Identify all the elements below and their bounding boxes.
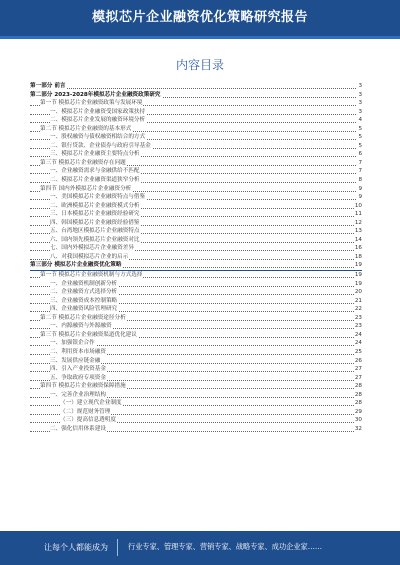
toc-page-number: 12	[354, 219, 362, 226]
toc-entry-label: 一、加强银企合作	[50, 340, 95, 347]
toc-entry-label: （三）提高信息透明度	[60, 417, 116, 424]
toc-page-number: 13	[354, 228, 362, 235]
toc-entry-label: 二、欧洲模拟芯片企业融资模式分析	[50, 202, 140, 209]
header-accent-strip	[0, 36, 400, 39]
toc-entry-label: 三、模拟芯片企业融资主要特点分析	[50, 151, 140, 158]
toc-page-number: 7	[358, 168, 362, 175]
toc-entry-label: 四、引入产业投资基金	[50, 366, 106, 373]
toc-page-number: 10	[354, 202, 362, 209]
report-title: 模拟芯片企业融资优化策略研究报告	[91, 10, 308, 25]
toc-entry[interactable]	[30, 416, 362, 425]
toc-entry[interactable]	[30, 382, 362, 391]
toc-page-number: 9	[358, 185, 362, 192]
toc-entry-label: 第二部分 2023-2028年模拟芯片企业融资政策研究	[30, 91, 161, 98]
toc-entry[interactable]	[30, 202, 362, 211]
toc-page-number: 28	[354, 383, 362, 390]
toc-entry-label: 三、发展供应链金融	[50, 357, 101, 364]
toc-entry[interactable]	[30, 331, 362, 340]
toc-leader-dots	[30, 88, 362, 89]
toc-page-number: 27	[354, 374, 362, 381]
toc-page-number: 3	[358, 108, 362, 115]
toc-page-number: 5	[358, 125, 362, 132]
toc-entry[interactable]	[30, 227, 362, 236]
toc-entry-label: 五、争取政府专项资金	[50, 374, 106, 381]
toc-page-number: 3	[358, 83, 362, 89]
toc-page-number: 32	[354, 425, 362, 432]
toc-page-number: 30	[354, 417, 362, 424]
toc-entry-label: 一、美国模拟芯片企业融资特点与借鉴	[50, 194, 146, 201]
toc-entry[interactable]	[30, 150, 362, 159]
toc-entry[interactable]	[30, 91, 362, 100]
toc-entry-label: 二、模拟芯片企业发展的融资环境分析	[50, 117, 146, 124]
toc-entry[interactable]	[30, 244, 362, 253]
toc-entry[interactable]	[30, 322, 362, 331]
toc-entry[interactable]	[30, 288, 362, 297]
toc-entry[interactable]	[30, 253, 362, 262]
toc-entry-label: 第三部分 模拟芯片企业融资优化策略	[30, 262, 122, 269]
toc-entry-label: 六、国内领先模拟芯片企业融资对比	[50, 236, 140, 243]
toc-page-number: 29	[354, 408, 362, 415]
toc-entry-label: 一、企业融资机制创新分析	[50, 280, 118, 287]
toc-entry[interactable]	[30, 167, 362, 176]
toc-page-number: 23	[354, 314, 362, 321]
toc-entry-label: 一、企业融资需求与金融供给不匹配	[50, 168, 140, 175]
toc-entry[interactable]	[30, 159, 362, 168]
toc-entry[interactable]	[30, 339, 362, 348]
toc-entry[interactable]	[30, 219, 362, 228]
toc-entry-label: 五、台湾地区模拟芯片企业融资特点	[50, 228, 140, 235]
footer-roles: 行业专家、管理专家、营销专家、战略专家、成功企业家……	[128, 542, 323, 551]
toc-entry[interactable]	[30, 125, 362, 134]
toc-page-number: 5	[358, 134, 362, 141]
toc-page-number: 22	[354, 306, 362, 313]
toc-entry-label: 第一部分 前言	[30, 83, 66, 89]
toc-entry[interactable]	[30, 142, 362, 151]
toc-page-number: 11	[354, 211, 362, 218]
toc-page-number: 8	[358, 177, 362, 184]
toc-entry[interactable]	[30, 261, 362, 271]
toc-page-number: 26	[354, 357, 362, 364]
toc-page-number: 24	[354, 331, 362, 338]
toc-entry[interactable]	[30, 193, 362, 202]
toc-entry[interactable]	[30, 280, 362, 289]
toc-entry[interactable]	[30, 348, 362, 357]
toc-page-number: 16	[354, 245, 362, 252]
toc-entry[interactable]	[30, 133, 362, 142]
toc-entry-label: 第二节 模拟芯片企业融资途径分析	[40, 314, 126, 321]
toc-entry-label: 三、企业融资成本控制策略	[50, 297, 118, 304]
toc-page-number: 3	[358, 100, 362, 107]
toc-page-number: 25	[354, 348, 362, 355]
toc-entry-label: 一、完善企业治理结构	[50, 391, 106, 398]
toc-entry[interactable]	[30, 185, 362, 194]
toc-entry[interactable]	[30, 399, 362, 408]
toc-entry-label: 第二节 模拟芯片企业融资的基本形式	[40, 125, 132, 132]
toc-entry[interactable]	[30, 391, 362, 400]
toc-entry[interactable]	[30, 210, 362, 219]
toc-page-number: 24	[354, 340, 362, 347]
toc-page-number: 19	[354, 280, 362, 287]
toc-entry-label: 二、银行贷款、企业债券与政府引导基金	[50, 142, 151, 149]
toc-entry-label: 四、韩国模拟芯片企业融资经验借鉴	[50, 219, 140, 226]
toc-page-number: 27	[354, 366, 362, 373]
toc-page-number: 7	[358, 159, 362, 166]
toc-entry-label: （一）建立现代企业制度	[60, 400, 122, 407]
toc-entry-label: 三、日本模拟芯片企业融资经验研究	[50, 211, 140, 218]
toc-page-number: 19	[354, 262, 362, 269]
toc-page-number: 28	[354, 391, 362, 398]
toc-page-number: 4	[358, 117, 362, 124]
footer-slogan: 让每个人都能成为	[44, 543, 108, 552]
footer-bar	[0, 531, 400, 565]
toc-page-number: 9	[358, 194, 362, 201]
toc-entry-label: 一、股权融资与债权融资相结合的方式	[50, 134, 146, 141]
toc-entry[interactable]	[30, 116, 362, 125]
toc-entry-label: 第三节 模拟芯片企业融资存在问题	[40, 159, 126, 166]
toc-entry[interactable]	[30, 357, 362, 366]
toc-page-number: 21	[354, 297, 362, 304]
toc-entry-label: 二、强化信用体系建设	[50, 425, 106, 432]
footer-divider	[117, 539, 118, 556]
toc-page-number: 6	[358, 151, 362, 158]
toc-page-number: 20	[354, 289, 362, 296]
toc-entry[interactable]	[30, 236, 362, 245]
toc-entry-label: 二、模拟芯片企业融资渠道狭窄分析	[50, 177, 140, 184]
toc-entry[interactable]	[30, 82, 362, 91]
toc-page-number: 23	[354, 323, 362, 330]
toc-entry[interactable]	[30, 374, 362, 383]
toc-entry[interactable]	[30, 314, 362, 323]
toc-entry-label: 二、企业融资方式选择分析	[50, 289, 118, 296]
toc-page-number: 3	[358, 91, 362, 98]
toc-page-number: 14	[354, 236, 362, 243]
toc-entry[interactable]	[30, 271, 362, 280]
toc-entry[interactable]	[30, 297, 362, 306]
toc-heading: 内容目录	[175, 58, 224, 72]
toc-entry[interactable]	[30, 305, 362, 314]
toc-page-number: 28	[354, 400, 362, 407]
table-of-contents	[30, 82, 362, 433]
toc-page-number: 18	[354, 253, 362, 260]
toc-entry[interactable]	[30, 425, 362, 434]
toc-entry[interactable]	[30, 365, 362, 374]
toc-entry-label: 第一节 模拟芯片企业融资机制与方式选择	[40, 272, 143, 279]
toc-entry-label: （二）规范财务管理	[60, 408, 111, 415]
toc-entry-label: 四、企业融资风险管理研究	[50, 306, 118, 313]
toc-entry[interactable]	[30, 108, 362, 117]
toc-entry-label: 二、利用资本市场融资	[50, 348, 106, 355]
toc-entry[interactable]	[30, 176, 362, 185]
toc-entry-label: 第一节 模拟芯片企业融资政策与发展环境	[40, 100, 143, 107]
toc-entry-label: 一、模拟芯片企业融资受国家政策扶持	[50, 108, 146, 115]
toc-entry-label: 第四节 国内外模拟芯片企业融资分析	[40, 185, 132, 192]
toc-entry[interactable]	[30, 408, 362, 417]
toc-page-number: 19	[354, 272, 362, 279]
toc-entry[interactable]	[30, 99, 362, 108]
toc-entry-label: 一、内源融资与外源融资	[50, 323, 112, 330]
toc-entry-label: 第四节 模拟芯片企业融资保障措施	[40, 383, 126, 390]
toc-entry-label: 第三节 模拟芯片企业融资渠道优化建议	[40, 331, 137, 338]
toc-entry-label: 八、对我国模拟芯片企业的启示	[50, 253, 129, 260]
toc-entry-label: 七、国内外模拟芯片企业融资差异	[50, 245, 134, 252]
toc-page-number: 5	[358, 142, 362, 149]
